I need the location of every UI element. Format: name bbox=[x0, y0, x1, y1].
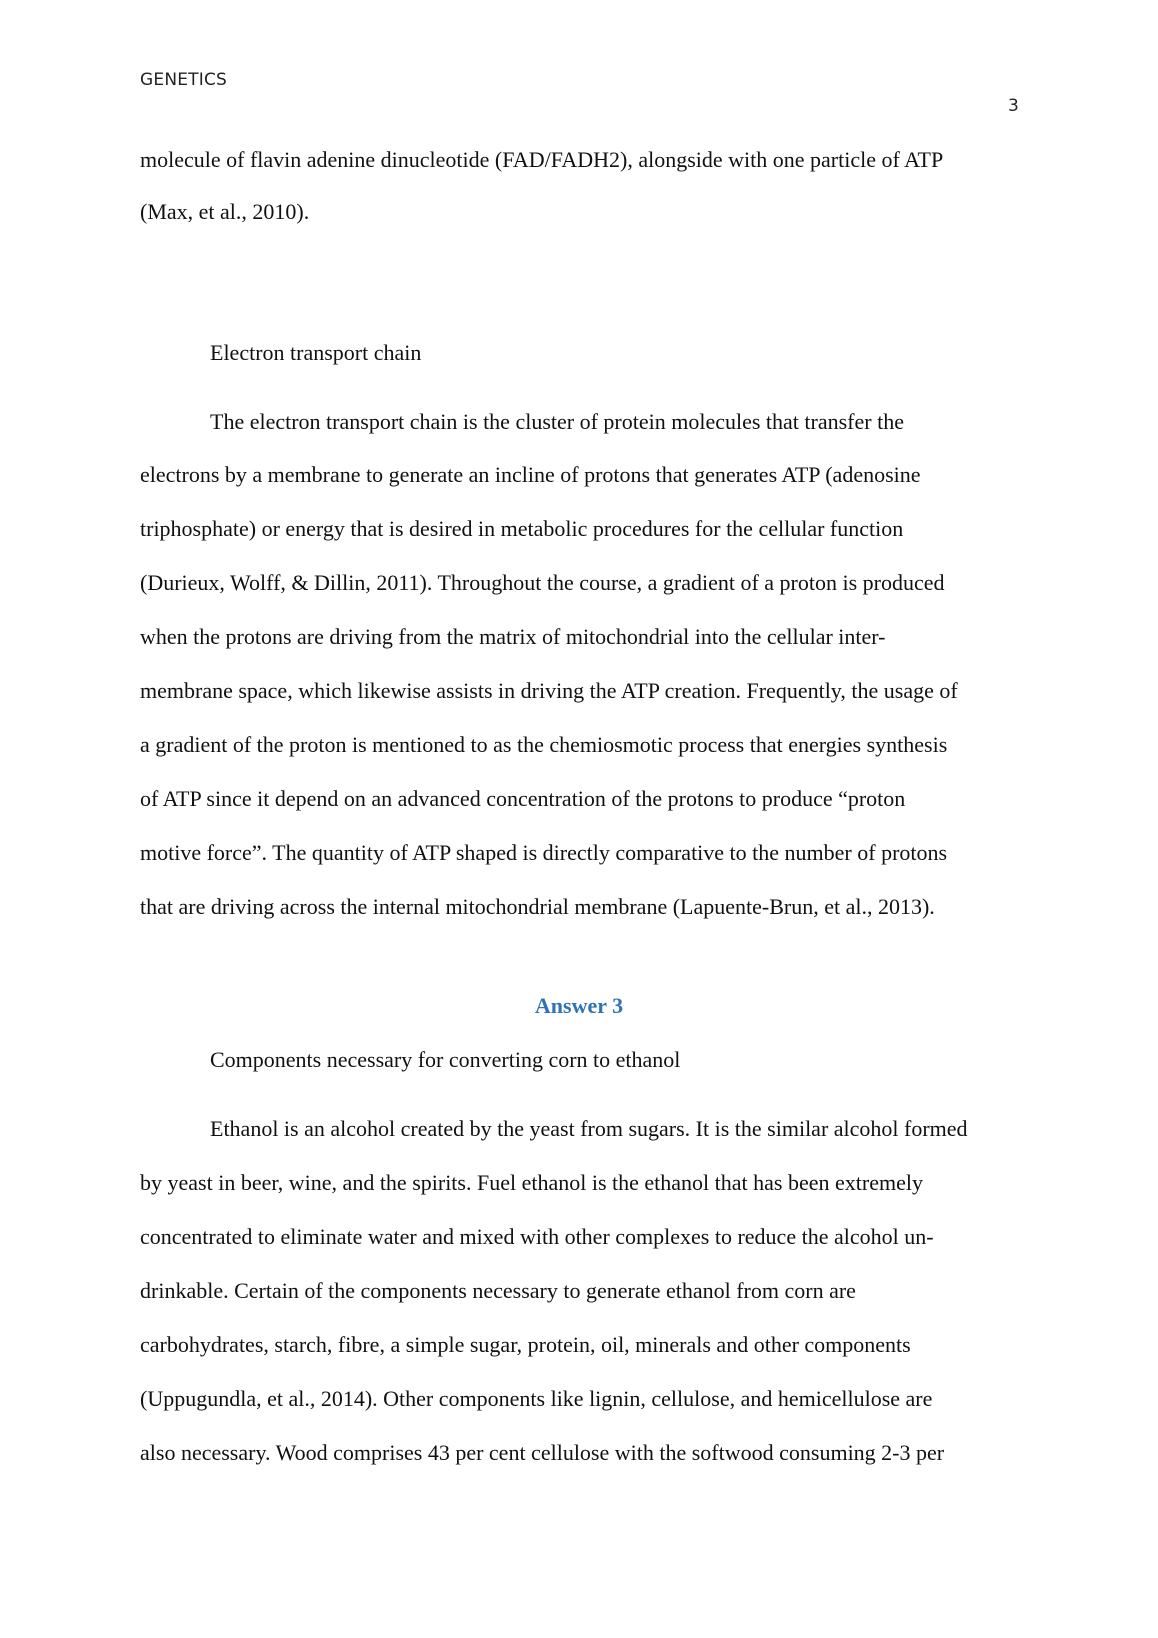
paragraph-line: motive force”. The quantity of ATP shaped is directly comparative to the number of protons bbox=[140, 840, 948, 865]
section-subheading: Electron transport chain bbox=[210, 340, 422, 365]
paragraph-line: molecule of flavin adenine dinucleotide (FAD/FADH2), alongside with one particle of ATP bbox=[140, 147, 944, 172]
answer-heading: Answer 3 bbox=[534, 993, 624, 1018]
paragraph-line: that are driving across the internal mitochondrial membrane (Lapuente-Brun, et al., 2013). bbox=[140, 894, 935, 919]
page-number: 3 bbox=[1008, 96, 1019, 116]
paragraph-line: concentrated to eliminate water and mixed with other complexes to reduce the alcohol un- bbox=[140, 1224, 934, 1249]
paragraph-line: (Max, et al., 2010). bbox=[140, 199, 310, 224]
paragraph-line: electrons by a membrane to generate an incline of protons that generates ATP (adenosine bbox=[140, 462, 921, 487]
paragraph-line: membrane space, which likewise assists in driving the ATP creation. Frequently, the usage of bbox=[140, 678, 958, 703]
paragraph-line: by yeast in beer, wine, and the spirits. Fuel ethanol is the ethanol that has been extremely bbox=[140, 1170, 923, 1195]
running-header-title: GENETICS bbox=[140, 70, 228, 90]
paragraph-line: (Durieux, Wolff, & Dillin, 2011). Throughout the course, a gradient of a proton is produced bbox=[140, 570, 945, 595]
paragraph-line: carbohydrates, starch, fibre, a simple sugar, protein, oil, minerals and other components bbox=[140, 1332, 911, 1357]
paragraph-line: Ethanol is an alcohol created by the yeast from sugars. It is the similar alcohol formed bbox=[210, 1116, 968, 1141]
paragraph-line: The electron transport chain is the cluster of protein molecules that transfer the bbox=[210, 409, 904, 434]
paragraph-line: also necessary. Wood comprises 43 per cent cellulose with the softwood consuming 2-3 per bbox=[140, 1440, 945, 1465]
paragraph-line: when the protons are driving from the matrix of mitochondrial into the cellular inter- bbox=[140, 624, 886, 649]
paragraph-line: drinkable. Certain of the components necessary to generate ethanol from corn are bbox=[140, 1278, 856, 1303]
paragraph-line: a gradient of the proton is mentioned to as the chemiosmotic process that energies synthesis bbox=[140, 732, 948, 757]
section-subheading: Components necessary for converting corn to ethanol bbox=[210, 1047, 681, 1072]
paragraph-line: (Uppugundla, et al., 2014). Other components like lignin, cellulose, and hemicellulose are bbox=[140, 1386, 933, 1411]
paragraph-line: triphosphate) or energy that is desired in metabolic procedures for the cellular function bbox=[140, 516, 904, 541]
paragraph-line: of ATP since it depend on an advanced concentration of the protons to produce “proton bbox=[140, 786, 906, 811]
